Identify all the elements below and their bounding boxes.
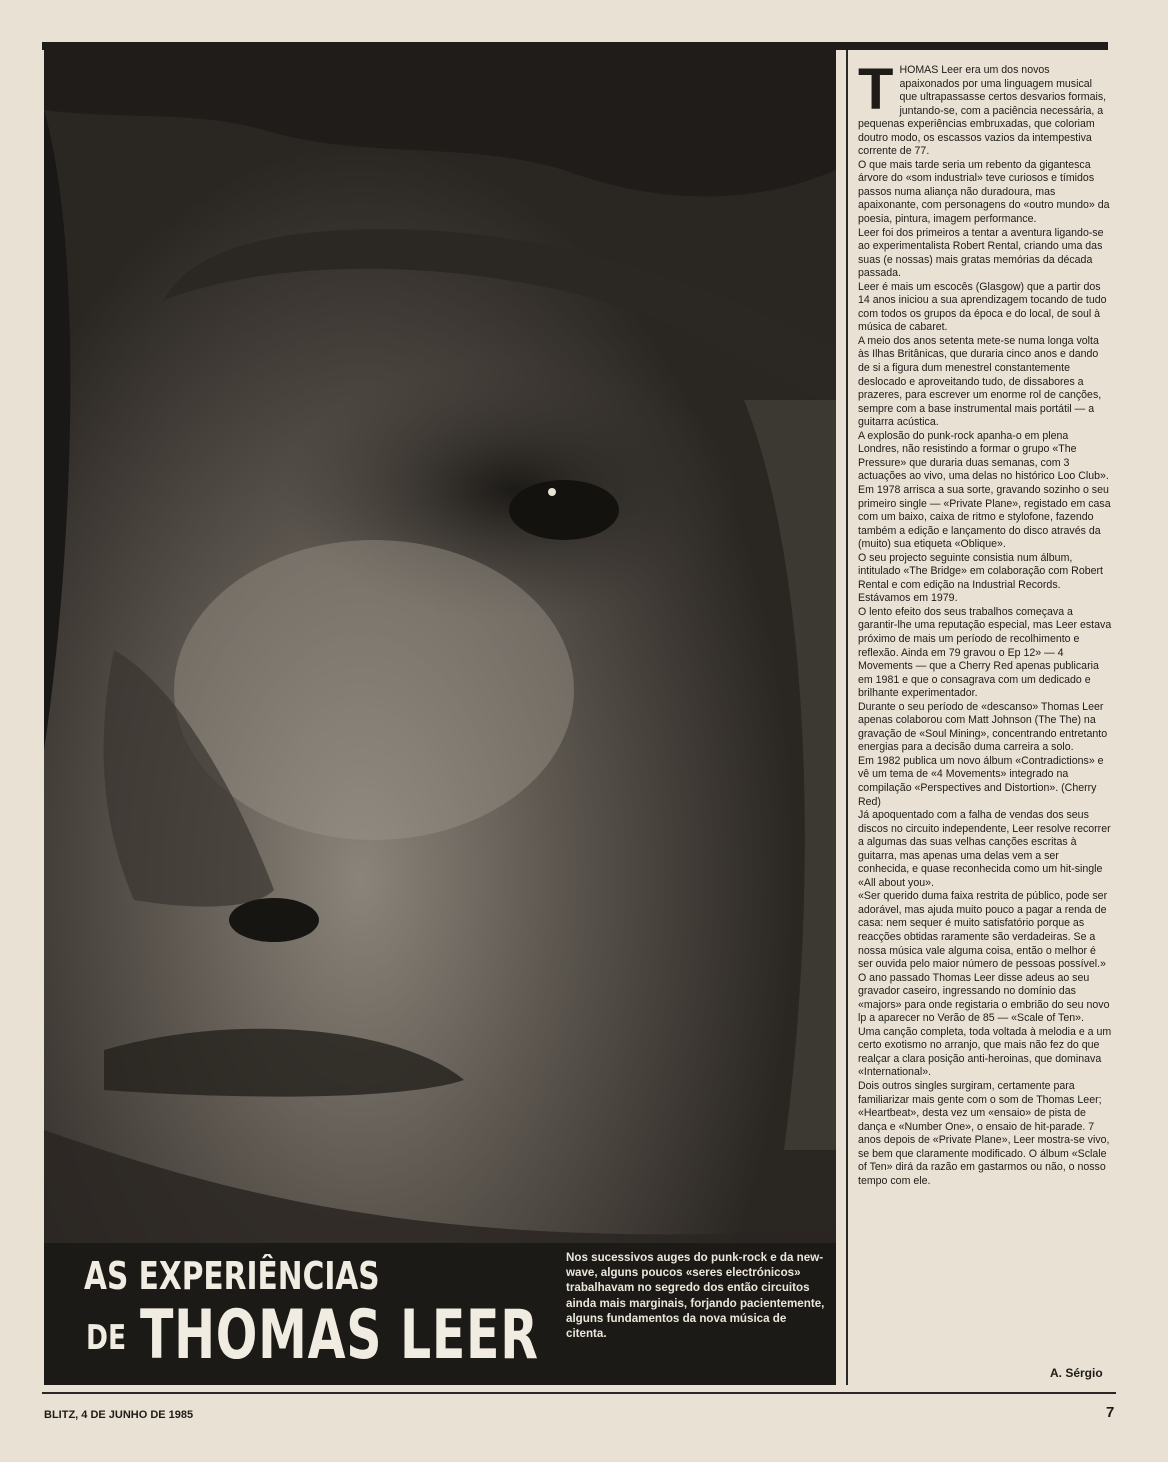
article-paragraph: Em 1978 arrisca a sua sorte, gravando sozinho o seu primeiro single — «Private Plane», registado em casa com um baixo, caixa de ritmo e stylofone, fazendo também a edição e lançamento do disco através da (muito) sua etiqueta «Oblique». (858, 483, 1111, 551)
byline: A. Sérgio (1050, 1366, 1103, 1380)
headline-line1: AS EXPERIÊNCIAS (84, 1254, 380, 1298)
headline-de: DE (86, 1318, 127, 1358)
portrait-illustration (44, 50, 836, 1385)
footer-publication-date: BLITZ, 4 DE JUNHO DE 1985 (44, 1409, 194, 1421)
article-paragraph: «Ser querido duma faixa restrita de público, pode ser adorável, mas ajuda muito pouco a pagar a renda de casa: nem sequer é muito satisfatório porque as reacções obtidas raramente são verdadeiras. Se a nossa música vale alguma coisa, então o melhor é ser ouvida pelo maior número de pessoas possível.» (858, 890, 1108, 971)
article-paragraph: Leer foi dos primeiros a tentar a aventura ligando-se ao experimentalista Robert Rental, criando uma das suas (e nossas) mais gratas memórias da década passada. (858, 226, 1104, 280)
article-paragraph: O seu projecto seguinte consistia num álbum, intitulado «The Bridge» em colaboração com Robert Rental e com edição na Industrial Records. Estávamos em 1979. (858, 551, 1103, 605)
page-number: 7 (1106, 1404, 1115, 1421)
article-paragraph: Em 1982 publica um novo álbum «Contradictions» e vê um tema de «4 Movements» integrado na compilação «Perspectives and Distortion». (Cherry Red) (858, 754, 1104, 808)
article-paragraph: Já apoquentado com a falha de vendas dos seus discos no circuito independente, Leer resolve recorrer a algumas das suas velhas canções escritas à guitarra, mas apenas uma delas vem a ser conhecida, e quase reconhecida como um hit-single «All about you». (858, 809, 1111, 889)
article-paragraph: Uma canção completa, toda voltada à melodia e a um certo exotismo no arranjo, que mais não fez do que realçar a clara posição anti-heroinas, que dominava «International». (858, 1025, 1112, 1079)
column-divider (846, 50, 848, 1385)
article-paragraph: O ano passado Thomas Leer disse adeus ao seu gravador caseiro, ingressando no domínio das «majors» para onde registaria o embrião do seu novo lp a aparecer no Verão de 85 — «Scale of Ten». (858, 971, 1110, 1025)
portrait-photo (44, 50, 836, 1385)
article-paragraph: O que mais tarde seria um rebento da gigantesca árvore do «som industrial» teve curiosos e tímidos passos numa aliança não duradoura, mas apaixonante, com personagens do «outro mundo» da poesia, pintura, imagem performance. (858, 158, 1110, 226)
bottom-rule (42, 1392, 1116, 1394)
article-paragraph: Dois outros singles surgiram, certamente para familiarizar mais gente com o som de Thomas Leer; «Heartbeat», desta vez um «ensaio» de pista de dança e «Number One», o ensaio de hit-parade. 7 anos depois de «Private Plane», Leer mostra-se vivo, se bem que claramente modificado. O álbum «Sclale of Ten» dirá da razão em gastarmos ou não, o nosso tempo com ele. (858, 1080, 1110, 1187)
standfirst: Nos sucessivos auges do punk-rock e da new-wave, alguns poucos «seres electrónicos» trabalhavam no segredo dos então circuitos ainda mais marginais, forjando pacientemente, alguns fundamentos da nova música de citenta. (566, 1251, 825, 1341)
article-paragraph: O lento efeito dos seus trabalhos começava a garantir-lhe uma reputação especial, mas Leer estava próximo de mais um período de recolhimento e reflexão. Ainda em 79 gravou o Ep 12» — 4 Movements — que a Cherry Red apenas publicaria em 1981 e que o consagrava com um dedicado e brilhante experimentador. (858, 605, 1112, 700)
lead-paragraph: THOMAS Leer era um dos novos apaixonados por uma linguagem musical que ultrapassasse certos desvarios formais, juntando-se, com a paciência necessária, a pequenas experiências embruxadas, que coloriam doutro modo, os escassos vazios da intempestiva corrente de 77. (858, 57, 1107, 158)
article-paragraph: Durante o seu período de «descanso» Thomas Leer apenas colaborou com Matt Johnson (The The) na gravação de «Soul Mining», concentrando entretanto energias para a decisão duma carreira a solo. (858, 700, 1108, 754)
article-paragraph: Leer é mais um escocês (Glasgow) que a partir dos 14 anos iniciou a sua aprendizagem tocando de tudo com todos os grupos da época e do local, de soul à música de cabaret. (858, 280, 1107, 334)
drop-cap: T (858, 57, 894, 122)
top-rule (42, 42, 1108, 50)
article-paragraph: A explosão do punk-rock apanha-o em plena Londres, não resistindo a formar o grupo «The Pressure» que duraria duas semanas, com 3 actuações ao vivo, uma delas no histórico Loo Club». (858, 429, 1109, 483)
article-body (858, 57, 1112, 1188)
headline-name: THOMAS LEER (140, 1296, 539, 1375)
article-paragraph: A meio dos anos setenta mete-se numa longa volta às Ilhas Britânicas, que duraria cinco anos e dando de si a figura dum menestrel constantemente deslocado e aproveitando tudo, de dissabores a prazeres, para escrever um enorme rol de canções, sempre com a base instrumental mais portátil — a guitarra acústica. (858, 334, 1102, 429)
